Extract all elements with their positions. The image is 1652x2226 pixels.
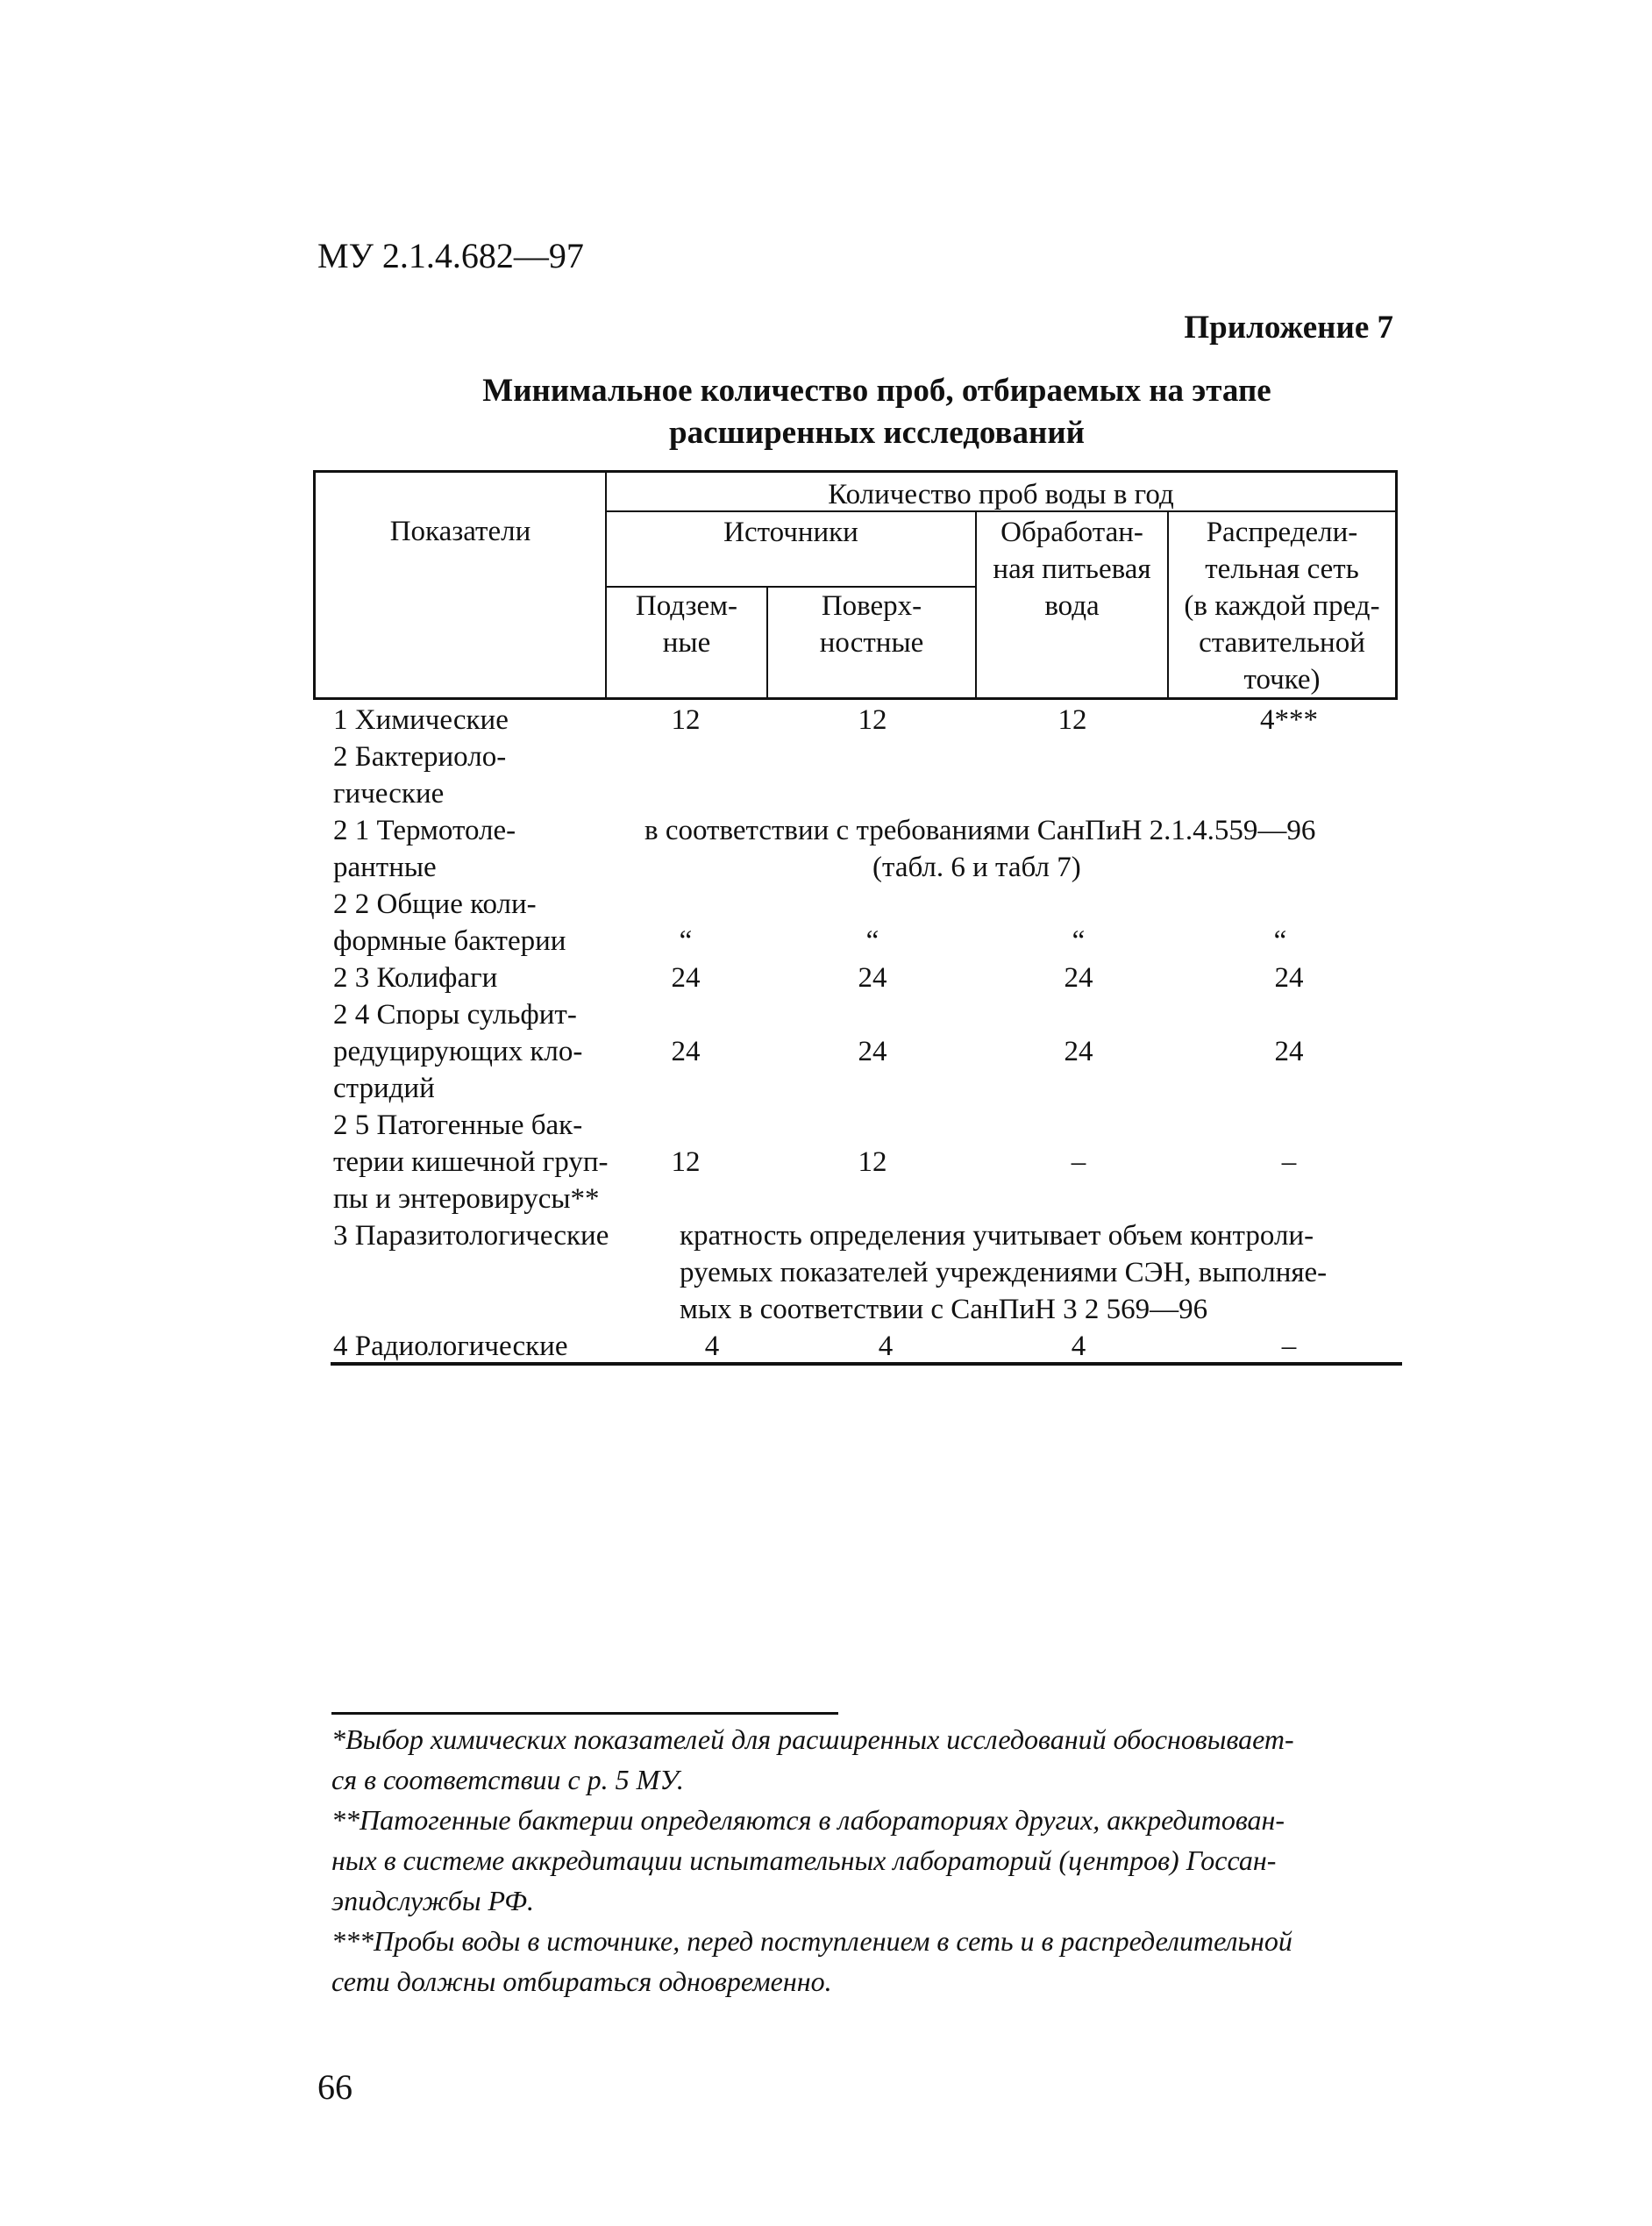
row-spores-label-1: 2 4 Споры сульфит-: [333, 999, 577, 1031]
cell-value: 24: [671, 962, 701, 994]
header-surface-line-1: Поверх-: [821, 590, 922, 622]
cell-value: 12: [858, 704, 887, 736]
header-network-line-1: Распредели-: [1206, 517, 1358, 548]
header-network-line-5: точке): [1243, 664, 1321, 696]
footnote-3-line-2: сети должны отбираться одновременно.: [331, 1966, 832, 1997]
footnote-separator: [331, 1712, 838, 1715]
ditto-mark: “: [865, 925, 879, 957]
parasitological-note-line-1: кратность определения учитывает объем контроли-: [680, 1220, 1314, 1252]
ditto-mark: “: [1273, 925, 1287, 957]
ditto-mark: “: [1072, 925, 1086, 957]
cell-value: 24: [1274, 1036, 1304, 1067]
cell-value: 24: [671, 1036, 701, 1067]
cell-value: 12: [1057, 704, 1087, 736]
parasitological-note-line-2: руемых показателей учреждениями СЭН, выполняе-: [680, 1257, 1328, 1288]
ditto-mark: “: [679, 925, 693, 957]
row-pathogenic-label-3: пы и энтеровирусы**: [333, 1183, 600, 1215]
footnote-3-line-1: ***Пробы воды в источнике, перед поступлением в сеть и в распределительной: [331, 1925, 1292, 1957]
cell-value: 24: [1064, 962, 1093, 994]
header-treated-line-1: Обработан-: [1000, 517, 1143, 548]
row-parasitological-label: 3 Паразитологические: [333, 1220, 609, 1252]
row-spores-label-2: редуцирующих кло-: [333, 1036, 583, 1067]
row-pathogenic-label-1: 2 5 Патогенные бак-: [333, 1109, 583, 1141]
thermotolerant-note-line-2: (табл. 6 и табл 7): [872, 852, 1081, 883]
cell-value: –: [1281, 1331, 1297, 1362]
header-treated-line-2: ная питьевая: [993, 553, 1151, 585]
footnote-2-line-2: ных в системе аккредитации испытательных лабораторий (центров) Госсан-: [331, 1844, 1277, 1876]
footnote-2-line-3: эпидслужбы РФ.: [331, 1885, 534, 1916]
header-underground-line-2: ные: [662, 627, 711, 659]
row-spores-label-3: стридий: [333, 1073, 435, 1104]
header-surface-line-2: ностные: [819, 627, 924, 659]
cell-value: 24: [1274, 962, 1304, 994]
footnote-2-line-1: **Патогенные бактерии определяются в лабораториях других, аккредитован-: [331, 1804, 1285, 1836]
table-title-line-2: расширенных исследований: [669, 415, 1085, 451]
footnote-1-line-2: ся в соответствии с р. 5 МУ.: [331, 1764, 684, 1795]
header-indicators: Показатели: [389, 516, 531, 547]
row-coliform-label-1: 2 2 Общие коли-: [333, 888, 537, 920]
cell-value: –: [1281, 1146, 1297, 1178]
document-code: МУ 2.1.4.682—97: [317, 236, 584, 275]
table-title-line-1: Минимальное количество проб, отбираемых на этапе: [482, 373, 1271, 409]
header-network-line-3: (в каждой пред-: [1184, 590, 1380, 622]
appendix-label: Приложение 7: [1184, 310, 1393, 346]
row-bacteriological-label-1: 2 Бактериоло-: [333, 741, 507, 773]
cell-value: 4: [878, 1331, 894, 1362]
cell-value: 12: [858, 1146, 887, 1178]
row-chemical-label: 1 Химические: [333, 704, 509, 736]
cell-value: 24: [1064, 1036, 1093, 1067]
parasitological-note-line-3: мых в соответствии с СанПиН 3 2 569—96: [680, 1294, 1208, 1325]
header-samples-per-year: Количество проб воды в год: [828, 479, 1174, 510]
cell-value: 4: [1071, 1331, 1086, 1362]
row-pathogenic-label-2: терии кишечной груп-: [333, 1146, 609, 1178]
page-number: 66: [317, 2067, 352, 2107]
row-thermotolerant-label-1: 2 1 Термотоле-: [333, 815, 516, 846]
thermotolerant-note-line-1: в соответствии с требованиями СанПиН 2.1.4.559—96: [644, 815, 1316, 846]
cell-value: 12: [671, 1146, 701, 1178]
row-coliphages-label: 2 3 Колифаги: [333, 962, 498, 994]
header-treated-line-3: вода: [1044, 590, 1100, 622]
header-network-line-4: ставительной: [1199, 627, 1365, 659]
row-radiological-label: 4 Радиологические: [333, 1331, 568, 1362]
cell-value: 24: [858, 1036, 887, 1067]
header-sources: Источники: [723, 517, 858, 548]
cell-value: 12: [671, 704, 701, 736]
header-network-line-2: тельная сеть: [1205, 553, 1359, 585]
row-coliform-label-2: формные бактерии: [333, 925, 566, 957]
row-thermotolerant-label-2: рантные: [333, 852, 437, 883]
cell-value: 4***: [1260, 704, 1318, 736]
cell-value: –: [1071, 1146, 1086, 1178]
header-underground-line-1: Подзем-: [635, 590, 738, 622]
cell-value: 24: [858, 962, 887, 994]
cell-value: 4: [704, 1331, 720, 1362]
footnote-1-line-1: *Выбор химических показателей для расширенных исследований обосновывает-: [331, 1723, 1294, 1755]
row-bacteriological-label-2: гические: [333, 778, 445, 810]
table-bottom-rule: [331, 1362, 1402, 1366]
